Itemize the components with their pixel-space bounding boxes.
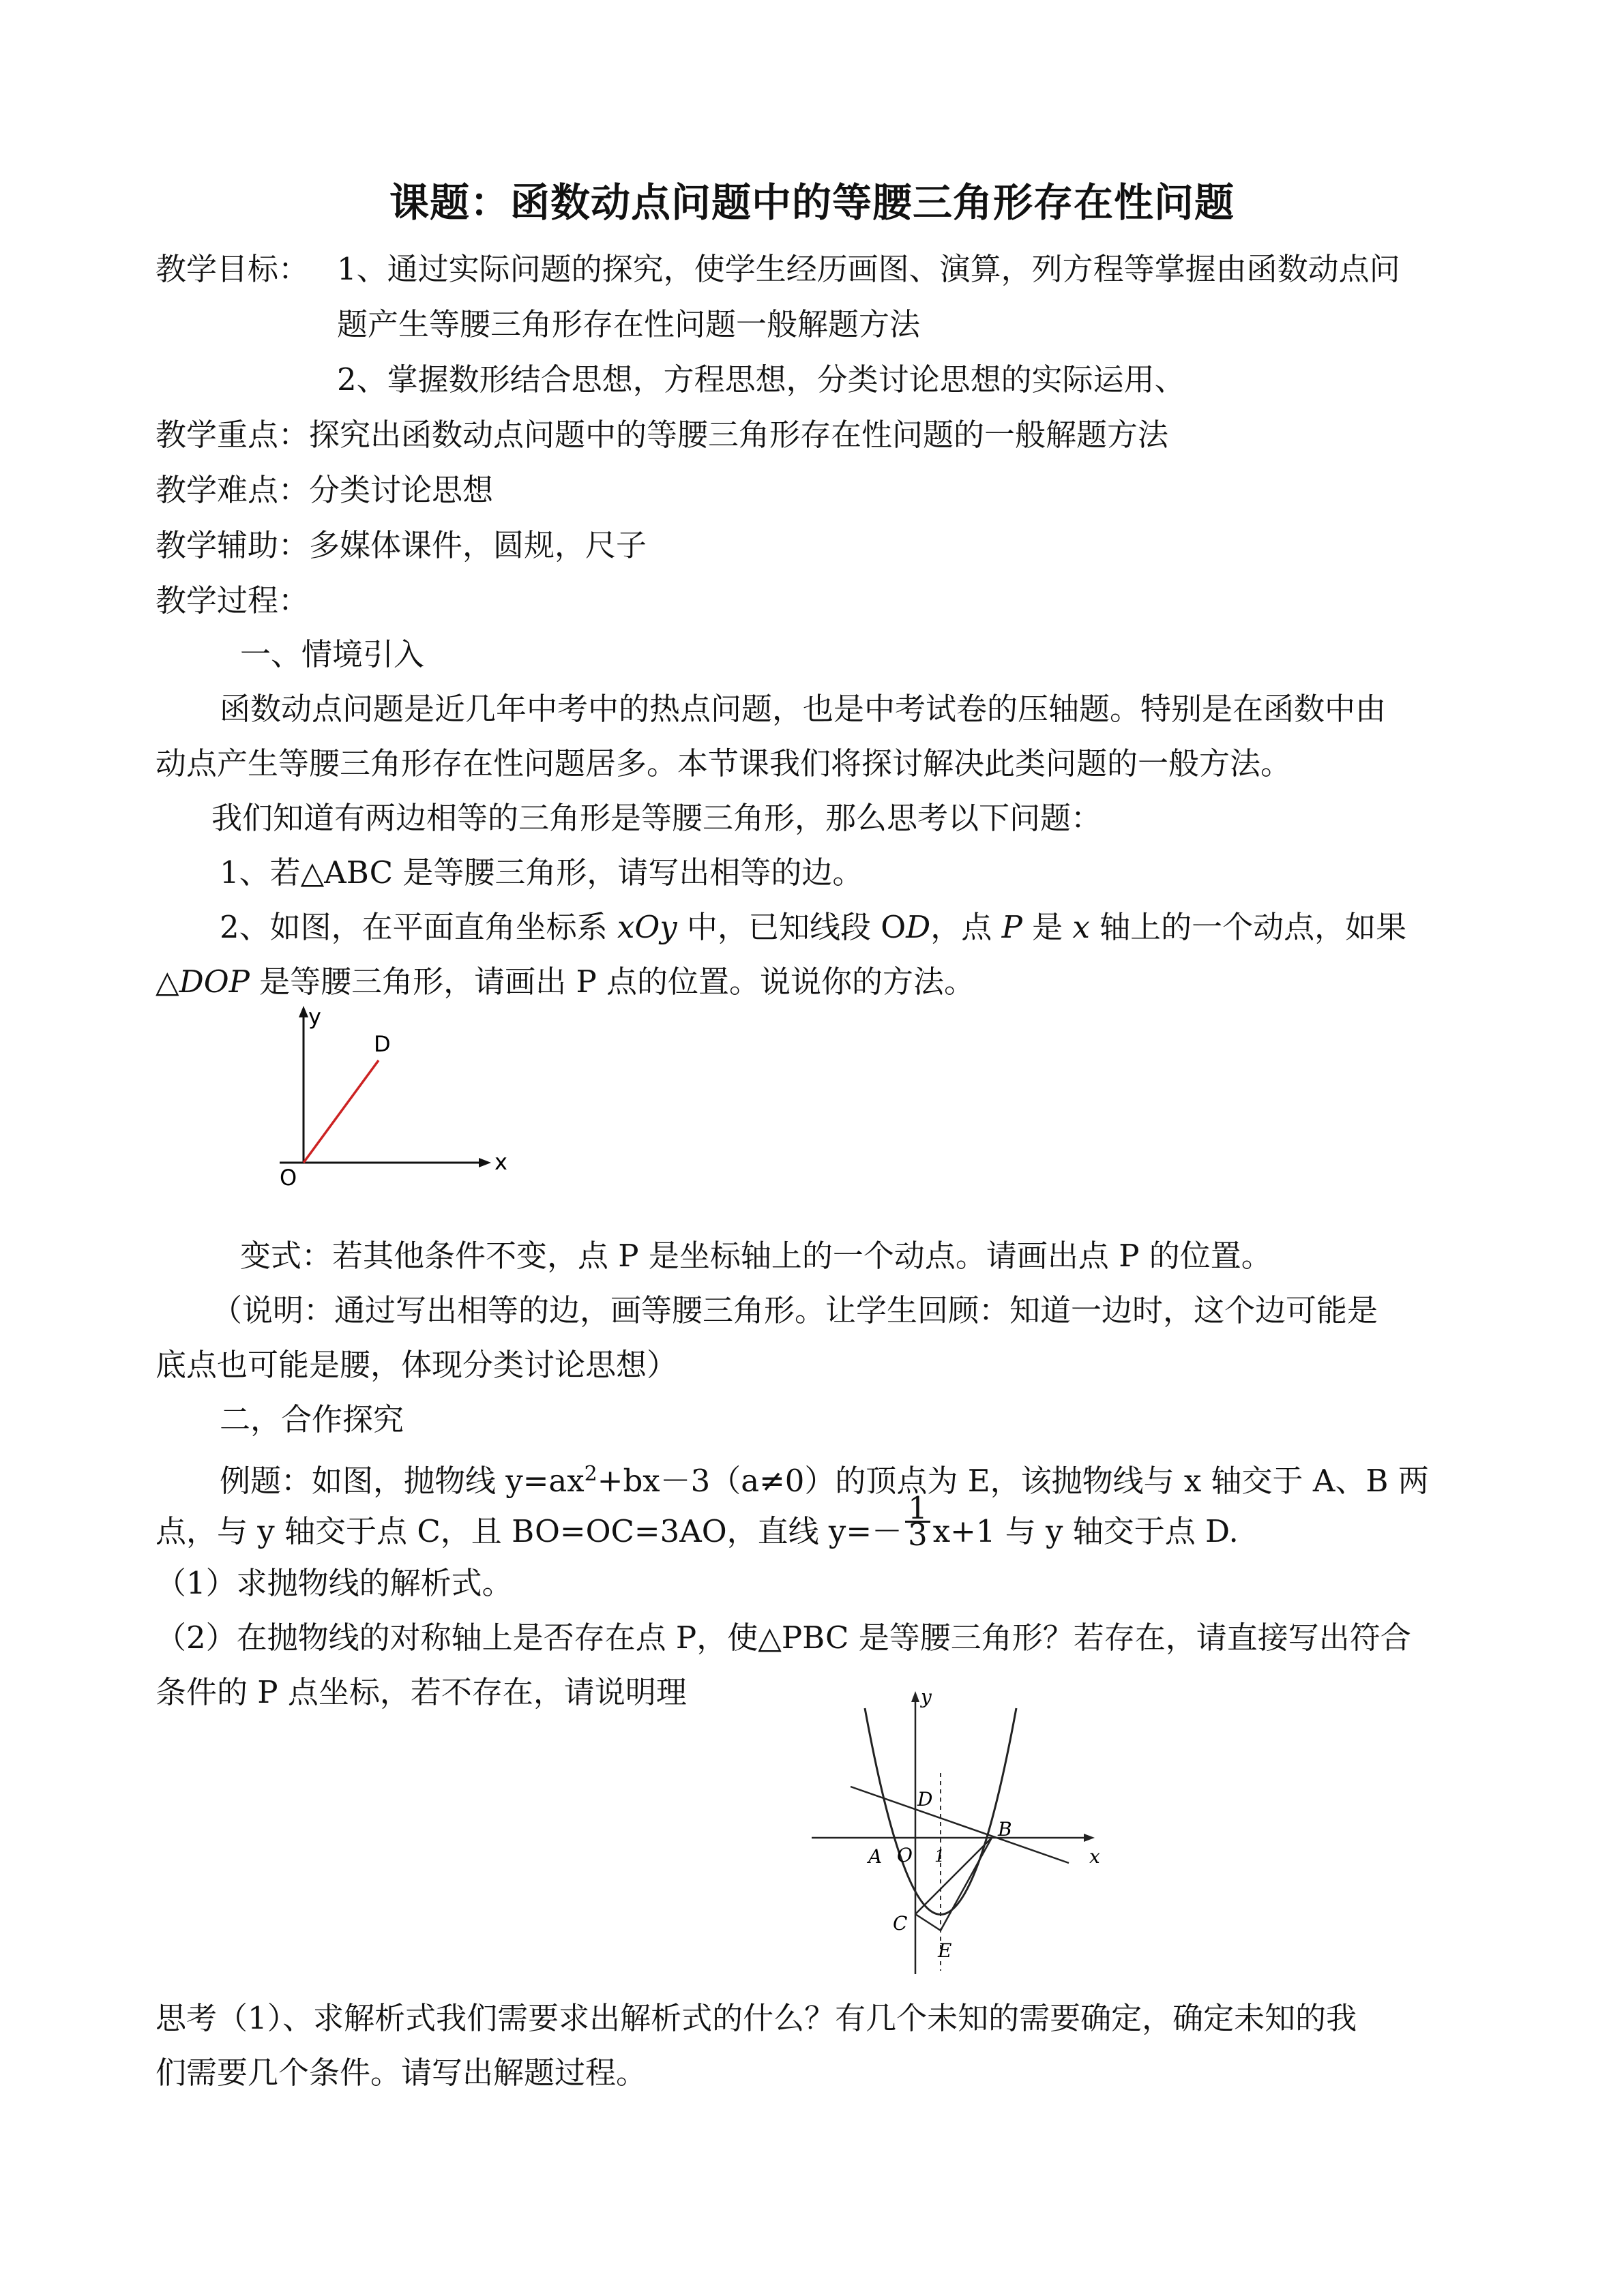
variant: 变式：若其他条件不变，点 P 是坐标轴上的一个动点。请画出点 P 的位置。: [240, 1238, 1272, 1274]
fig2-label-e: E: [938, 1939, 952, 1962]
intro-para-line-2: 动点产生等腰三角形存在性问题居多。本节课我们将探讨解决此类问题的一般方法。: [156, 745, 1292, 781]
example-line-2: 点，与 y 轴交于点 C，且 BO=OC=3AO，直线 y=－ $\frac{1}{3}$ x+1 与 y 轴交于点 D.: [156, 1490, 1239, 1553]
difficulty: 教学难点：分类讨论思想: [156, 472, 494, 508]
fig2-label-x: x: [1089, 1845, 1100, 1868]
part-2-line-1: （2）在抛物线的对称轴上是否存在点 P，使△PBC 是等腰三角形？若存在，请直接写出符合: [156, 1620, 1411, 1656]
fig1-label-y: y: [308, 1004, 321, 1030]
fig2-label-c: C: [893, 1912, 908, 1935]
think-line-1: 思考（1）、求解析式我们需要求出解析式的什么？有几个未知的需要确定，确定未知的我: [156, 2000, 1357, 2036]
segment-ce: [915, 1914, 941, 1930]
section-1-heading: 一、情境引入: [240, 636, 425, 672]
segment-cb: [915, 1838, 992, 1914]
note-line-1: （说明：通过写出相等的边，画等腰三角形。让学生回顾：知道一边时，这个边可能是: [211, 1292, 1378, 1328]
fig1-label-d: D: [374, 1031, 391, 1057]
teaching-aids: 教学辅助：多媒体课件，圆规，尺子: [156, 527, 647, 563]
fig2-label-o: O: [897, 1844, 913, 1866]
segment-eb: [941, 1838, 992, 1930]
think-line-2: 们需要几个条件。请写出解题过程。: [156, 2055, 647, 2091]
part-2-line-2: 条件的 P 点坐标，若不存在，请说明理: [156, 1674, 687, 1710]
fig2-y-arrow: [911, 1691, 919, 1702]
fig2-label-y: y: [921, 1686, 932, 1708]
question-1: 1、若△ABC 是等腰三角形，请写出相等的边。: [220, 854, 863, 891]
question-2-line-2: △DOP 是等腰三角形，请画出 P 点的位置。说说你的方法。: [156, 964, 975, 1000]
line-db: [851, 1787, 1069, 1863]
fig1-label-x: x: [494, 1149, 507, 1175]
key-point: 教学重点：探究出函数动点问题中的等腰三角形存在性问题的一般解题方法: [156, 417, 1169, 453]
teaching-process: 教学过程：: [156, 582, 310, 618]
goal-1-line-2: 题产生等腰三角形存在性问题一般解题方法: [337, 306, 921, 342]
x-axis-arrow: [479, 1158, 491, 1167]
fig2-x-arrow: [1084, 1834, 1095, 1842]
segment-od: [304, 1060, 379, 1163]
intro-para-line-1: 函数动点问题是近几年中考中的热点问题，也是中考试卷的压轴题。特别是在函数中由: [220, 691, 1387, 727]
figure-segment-od: [259, 1002, 532, 1200]
fig2-label-one: 1: [934, 1847, 945, 1866]
figure-parabola: [808, 1684, 1108, 1984]
goal-2: 2、掌握数形结合思想，方程思想，分类讨论思想的实际运用、: [337, 361, 1185, 398]
section-2-heading: 二，合作探究: [220, 1401, 404, 1437]
page-title: 课题：函数动点问题中的等腰三角形存在性问题: [389, 179, 1235, 226]
question-2-line-1: 2、如图，在平面直角坐标系 xOy 中，已知线段 OD，点 P 是 x 轴上的一个动点，如果: [220, 909, 1407, 945]
fraction-one-third: $\frac{1}{3}$: [905, 1496, 930, 1547]
example-line-1: 例题：如图，抛物线 $y=ax^2+bx-3(a\ne 0)$的顶点为 E，该抛物线与 x 轴交于 A、B 两: [220, 1462, 1429, 1499]
intro-para-2: 我们知道有两边相等的三角形是等腰三角形，那么思考以下问题：: [211, 800, 1102, 836]
fig2-label-d: D: [917, 1788, 933, 1810]
fig2-label-a: A: [868, 1845, 883, 1868]
goal-1-line-1: 1、通过实际问题的探究，使学生经历画图、演算，列方程等掌握由函数动点问: [337, 251, 1400, 287]
goals-label: 教学目标：: [156, 251, 310, 287]
part-1: （1）求抛物线的解析式。: [156, 1565, 513, 1601]
note-line-2: 底点也可能是腰，体现分类讨论思想）: [156, 1347, 678, 1383]
y-axis-arrow: [299, 1006, 308, 1017]
fig2-label-b: B: [998, 1818, 1012, 1840]
fig1-label-o: O: [280, 1165, 297, 1191]
parabola-curve: [865, 1708, 1016, 1915]
